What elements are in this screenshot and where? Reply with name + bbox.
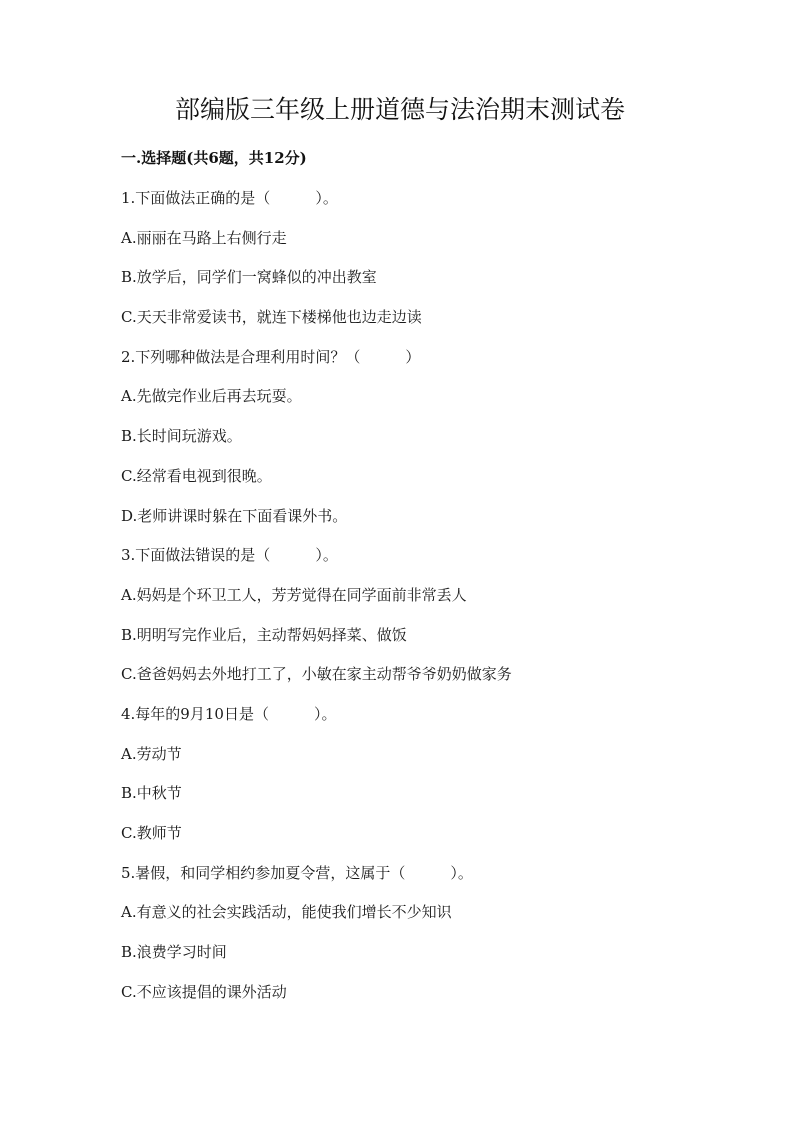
question-option: C.天天非常爱读书，就连下楼梯他也边走边读	[121, 308, 422, 327]
question-option: D.老师讲课时躲在下面看课外书。	[121, 506, 348, 525]
question-list	[121, 186, 741, 1019]
question-option: A.有意义的社会实践活动，能使我们增长不少知识	[121, 903, 452, 922]
question-option: A.丽丽在马路上右侧行走	[121, 228, 287, 247]
question-option: A.先做完作业后再去玩耍。	[121, 387, 302, 406]
page-title: 部编版三年级上册道德与法治期末测试卷	[174, 95, 625, 124]
question-stem: 5.暑假，和同学相约参加夏令营，这属于（ ）。	[121, 863, 473, 882]
question-stem: 1.下面做法正确的是（ ）。	[121, 189, 338, 207]
question-option: B.长时间玩游戏。	[121, 427, 242, 446]
question-stem: 4.每年的9月10日是（ ）。	[121, 704, 337, 723]
question-stem: 3.下面做法错误的是（ ）。	[121, 546, 338, 565]
question-option: C.经常看电视到很晚。	[121, 466, 272, 485]
question-option: C.爸爸妈妈去外地打工了，小敏在家主动帮爷爷奶奶做家务	[121, 665, 512, 684]
question-option: A.劳动节	[121, 744, 182, 763]
question-option: A.妈妈是个环卫工人，芳芳觉得在同学面前非常丢人	[121, 585, 467, 604]
question-option: C.教师节	[121, 824, 182, 842]
question-option: C.不应该提倡的课外活动	[121, 982, 287, 1001]
question-option: B.放学后，同学们一窝蜂似的冲出教室	[121, 268, 377, 287]
question-option: B.浪费学习时间	[121, 943, 227, 962]
question-stem: 2.下列哪种做法是合理利用时间？（ ）	[121, 347, 421, 366]
question-option: B.中秋节	[121, 784, 182, 803]
question-option: B.明明写完作业后，主动帮妈妈择菜、做饭	[121, 625, 407, 644]
section-heading: 一.选择题(共6题，共12分)	[121, 149, 307, 167]
